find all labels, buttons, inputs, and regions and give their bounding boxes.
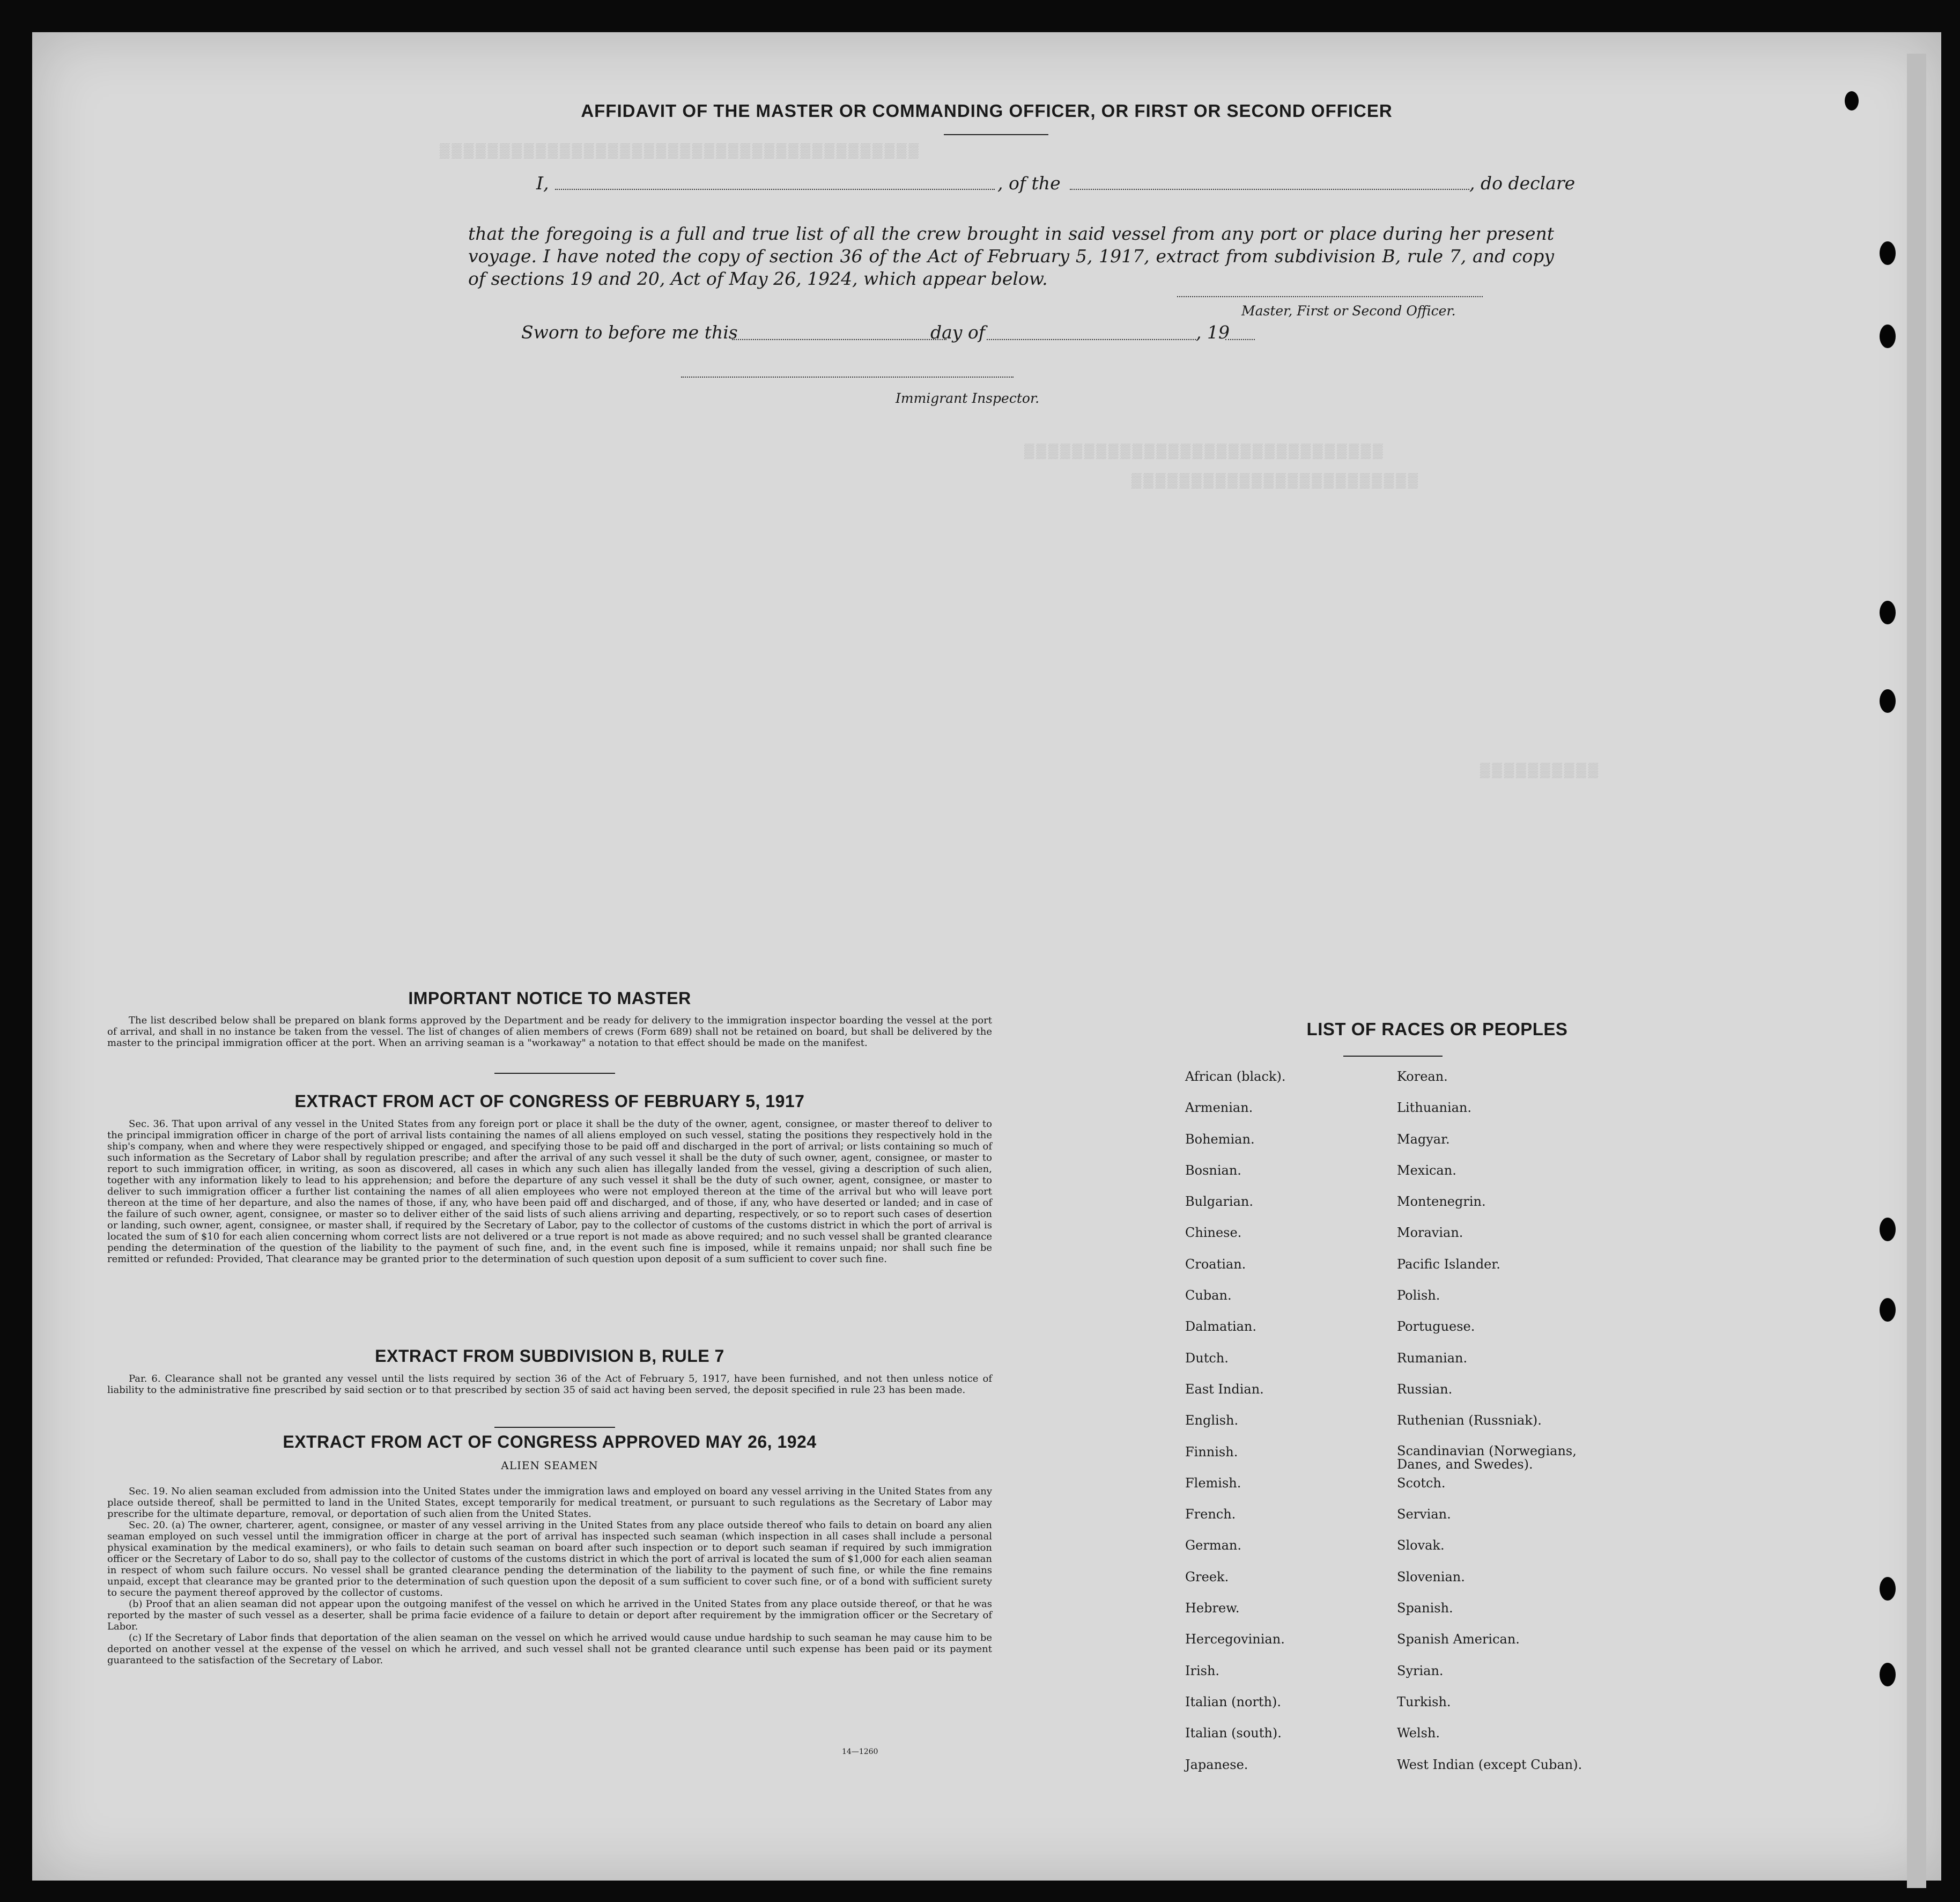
affidavit-title: AFFIDAVIT OF THE MASTER OR COMMANDING OFFICER, OR FIRST OR SECOND OFFICER xyxy=(581,101,1393,121)
race-item: Scotch. xyxy=(1397,1475,1446,1491)
race-item: Dalmatian. xyxy=(1185,1319,1257,1335)
race-item: Polish. xyxy=(1397,1288,1440,1303)
race-item: Italian (north). xyxy=(1185,1694,1282,1709)
race-item: Italian (south). xyxy=(1185,1726,1282,1741)
race-item: Slovak. xyxy=(1397,1538,1445,1553)
binder-hole xyxy=(1880,241,1896,265)
race-item: Rumanian. xyxy=(1397,1350,1468,1366)
race-item: Japanese. xyxy=(1185,1757,1248,1772)
races-underline xyxy=(1343,1056,1443,1057)
bleed-through-text: ▒▒▒▒▒▒▒▒▒▒▒▒▒▒▒▒▒▒▒▒▒▒▒▒▒▒▒▒▒▒ xyxy=(1024,443,1385,459)
extract-rule7-title: EXTRACT FROM SUBDIVISION B, RULE 7 xyxy=(375,1346,724,1366)
section-divider xyxy=(494,1427,615,1428)
binder-hole xyxy=(1880,1298,1896,1322)
binder-hole xyxy=(1880,1577,1896,1601)
affidavit-statement: that the foregoing is a full and true list of all the crew brought in said vessel from any port or place during her present voyage. I have noted the copy of section 36 of the Act of February 5, 1917, extract from subdivision B, rule 7, and copy of sections 19 and 20, Act of May 26, 1924, which appear below. xyxy=(468,223,1554,289)
section-divider xyxy=(494,1073,615,1074)
race-item: Spanish American. xyxy=(1397,1632,1520,1647)
race-item: Bulgarian. xyxy=(1185,1194,1253,1210)
vessel-name-line[interactable] xyxy=(1070,189,1469,190)
race-item: Bosnian. xyxy=(1185,1162,1241,1178)
race-item: Irish. xyxy=(1185,1663,1220,1678)
race-item: Hercegovinian. xyxy=(1185,1632,1285,1647)
race-item: Lithuanian. xyxy=(1397,1100,1472,1116)
race-item: Servian. xyxy=(1397,1507,1451,1522)
extract-1917-text xyxy=(107,1118,992,1265)
race-item: French. xyxy=(1185,1507,1236,1522)
race-item: Magyar. xyxy=(1397,1131,1450,1147)
race-item: Spanish. xyxy=(1397,1601,1453,1616)
sworn-year-line[interactable] xyxy=(1225,339,1255,340)
race-item: Cuban. xyxy=(1185,1288,1232,1303)
race-item: Finnish. xyxy=(1185,1444,1238,1459)
race-item: Greek. xyxy=(1185,1569,1229,1584)
race-item: English. xyxy=(1185,1413,1239,1428)
race-item: Flemish. xyxy=(1185,1475,1241,1491)
race-item: Turkish. xyxy=(1397,1694,1451,1709)
race-item: Moravian. xyxy=(1397,1225,1463,1241)
race-item: Scandinavian (Norwegians, Danes, and Swedes). xyxy=(1397,1443,1577,1472)
extract-1924-text xyxy=(107,1486,992,1666)
race-item: Montenegrin. xyxy=(1397,1194,1486,1210)
binder-hole xyxy=(1880,325,1896,348)
race-item: Armenian. xyxy=(1185,1100,1253,1116)
sworn-month-line[interactable] xyxy=(987,339,1196,340)
master-signature-label: Master, First or Second Officer. xyxy=(1241,303,1456,319)
extract-1917-title: EXTRACT FROM ACT OF CONGRESS OF FEBRUARY 5, 1917 xyxy=(294,1092,805,1111)
binder-hole xyxy=(1880,689,1896,713)
race-item: German. xyxy=(1185,1538,1241,1553)
of-the-label: , of the xyxy=(997,173,1061,194)
race-item: Hebrew. xyxy=(1185,1601,1240,1616)
extract-1924-title: EXTRACT FROM ACT OF CONGRESS APPROVED MAY 26, 1924 xyxy=(283,1432,817,1451)
race-item: African (black). xyxy=(1185,1069,1286,1084)
binder-hole xyxy=(1880,1218,1896,1241)
master-signature-line[interactable] xyxy=(1177,296,1483,297)
affiant-label: I, xyxy=(536,173,549,194)
race-item: Dutch. xyxy=(1185,1350,1229,1366)
race-item: Ruthenian (Russniak). xyxy=(1397,1413,1542,1428)
sworn-label: Sworn to before me this xyxy=(521,322,738,343)
race-item: East Indian. xyxy=(1185,1381,1264,1397)
race-item: Mexican. xyxy=(1397,1162,1456,1178)
day-of-label: day of xyxy=(930,322,986,343)
section-36-paragraph: Sec. 36. That upon arrival of any vessel in the United States from any foreign port or place it shall be the duty of the owner, agent, consignee, or master thereof to deliver to the principal immigration officer in charge of the port of arrival lists containing the names of all aliens employed on such vessel, stating the positions they respectively hold in the ship's company, when and where they were respectively shipped or engaged, and specifying those to be paid off and discharged in the port of arrival; or lists containing so much of such information as the Secretary of Labor shall by regulation prescribe; and after the arrival of any such vessel it shall be the duty of such owner, agent, consignee, or master to report to such immigration officer, in writing, as soon as discovered, all cases in which any such alien has illegally landed from the vessel, giving a description of such alien, together with any information likely to lead to his apprehension; and before the departure of any such vessel it shall be the duty of such owner, agent, consignee, or master to deliver to such immigration officer a further list containing the names of all alien employees who were not employed thereon at the time of the arrival but who will leave port thereon at the time of her departure, and also the names of those, if any, who have been paid off and discharged, and of those, if any, who have deserted or landed; and in case of the failure of such owner, agent, consignee, or master so to deliver either of the said lists of such aliens arriving and departing, respectively, or so to report such cases of desertion or landing, such owner, agent, consignee, or master shall, if required by the Secretary of Labor, pay to the collector of customs of the customs district in which the port of arrival is located the sum of $10 for each alien concerning whom correct lists are not delivered or a true report is not made as above required; and no such vessel shall be granted clearance pending the determination of the question of the liability to the payment of such fine, and, in the event such fine is imposed, while it remains unpaid; nor shall such fine be remitted or refunded: Provided, That clearance may be granted prior to the determination of such question upon deposit of a sum sufficient to cover such fine. xyxy=(107,1118,992,1265)
race-item: Croatian. xyxy=(1185,1256,1246,1272)
inspector-signature-line[interactable] xyxy=(681,377,1014,378)
binder-hole xyxy=(1880,1663,1896,1686)
title-underline xyxy=(944,134,1048,135)
inspector-signature-label: Immigrant Inspector. xyxy=(896,390,1040,406)
races-right-column xyxy=(1397,1069,1622,1788)
races-left-column xyxy=(1185,1069,1285,1788)
sec-20a-paragraph: Sec. 20. (a) The owner, charterer, agent, consignee, or master of any vessel arriving in the United States from any place outside thereof who fails to detain on board any alien seaman employed on such vessel until the immigration officer in charge at the port of arrival has inspected such seaman (which inspection in all cases shall include a personal physical examination by the medical examiners), or who fails to detain such seaman on board after such inspection or to deport such seaman if required by such immigration officer or the Secretary of Labor to do so, shall pay to the collector of customs of the customs district in which the port of arrival is located the sum of $1,000 for each alien seaman in respect of whom such failure occurs. No vessel shall be granted clearance pending the determination of the liability to the payment of such fine, or while the fine remains unpaid, except that clearance may be granted prior to the determination of such question upon the deposit of a sum sufficient to cover such fine, or of a bond with sufficient surety to secure the payment thereof approved by the collector of customs. xyxy=(107,1520,992,1598)
race-item: Russian. xyxy=(1397,1381,1453,1397)
sworn-day-line[interactable] xyxy=(732,339,946,340)
race-item: Pacific Islander. xyxy=(1397,1256,1500,1272)
notice-paragraph: The list described below shall be prepared on blank forms approved by the Department and be ready for delivery to the immigration inspector boarding the vessel at the port of arrival, and shall in no instance be taken from the vessel. The list of changes of alien members of crews (Form 689) shall not be retained on board, but shall be delivered by the master to the principal immigration officer at the port. When an arriving seaman is a "workaway" a notation to that effect should be made on the manifest. xyxy=(107,1015,992,1049)
notice-text xyxy=(107,1015,992,1049)
sec-20b-paragraph: (b) Proof that an alien seaman did not appear upon the outgoing manifest of the vessel on which he arrived in the United States from any place outside thereof, or that he was reported by the master of such vessel as a deserter, shall be prima facie evidence of a failure to detain or deport after requirement by the immigration officer or the Secretary of Labor. xyxy=(107,1598,992,1632)
race-item: Welsh. xyxy=(1397,1726,1440,1741)
race-item: Chinese. xyxy=(1185,1225,1242,1241)
binder-hole xyxy=(1880,601,1896,624)
sec-19-paragraph: Sec. 19. No alien seaman excluded from admission into the United States under the immigration laws and employed on board any vessel arriving in the United States from any place outside thereof, shall be permitted to land in the United States, except temporarily for medical treatment, or pursuant to such regulations as the Secretary of Labor may prescribe for the ultimate departure, removal, or deportation of such alien from the United States. xyxy=(107,1486,992,1520)
year-label: , 19 xyxy=(1196,322,1230,343)
form-number: 14—1260 xyxy=(842,1748,878,1756)
page-edge xyxy=(1907,54,1926,1888)
alien-seamen-subtitle: ALIEN SEAMEN xyxy=(501,1459,598,1472)
race-item: Syrian. xyxy=(1397,1663,1444,1678)
bleed-through-text: ▒▒▒▒▒▒▒▒▒▒ xyxy=(1480,762,1601,778)
affiant-name-line[interactable] xyxy=(555,189,995,190)
race-item: Korean. xyxy=(1397,1069,1448,1084)
race-item: Slovenian. xyxy=(1397,1569,1465,1584)
notice-title: IMPORTANT NOTICE TO MASTER xyxy=(408,989,691,1008)
race-item: West Indian (except Cuban). xyxy=(1397,1757,1582,1772)
form-sheet xyxy=(32,32,1941,1881)
races-title: LIST OF RACES OR PEOPLES xyxy=(1306,1019,1568,1039)
sec-20c-paragraph: (c) If the Secretary of Labor finds that deportation of the alien seaman on the vessel on which he arrived would cause undue hardship to such seaman he may cause him to be deported on another vessel at the expense of the vessel on which he arrived, and such vessel shall not be granted clearance until such expense has been paid or its payment guaranteed to the satisfaction of the Secretary of Labor. xyxy=(107,1632,992,1666)
declare-label: , do declare xyxy=(1469,173,1576,194)
race-item: Bohemian. xyxy=(1185,1131,1255,1147)
par-6-paragraph: Par. 6. Clearance shall not be granted any vessel until the lists required by section 36 of the Act of February 5, 1917, have been furnished, and not then unless notice of liability to the administrative fine prescribed by said section or to that prescribed by section 35 of said act having been served, the deposit specified in rule 23 has been made. xyxy=(107,1373,992,1396)
bleed-through-text: ▒▒▒▒▒▒▒▒▒▒▒▒▒▒▒▒▒▒▒▒▒▒▒▒ xyxy=(1131,472,1421,488)
bleed-through-text: ▒▒▒▒▒▒▒▒▒▒▒▒▒▒▒▒▒▒▒▒▒▒▒▒▒▒▒▒▒▒▒▒▒▒▒▒▒▒▒▒ xyxy=(440,142,921,158)
extract-rule7-text xyxy=(107,1373,992,1396)
race-item: Portuguese. xyxy=(1397,1319,1475,1335)
